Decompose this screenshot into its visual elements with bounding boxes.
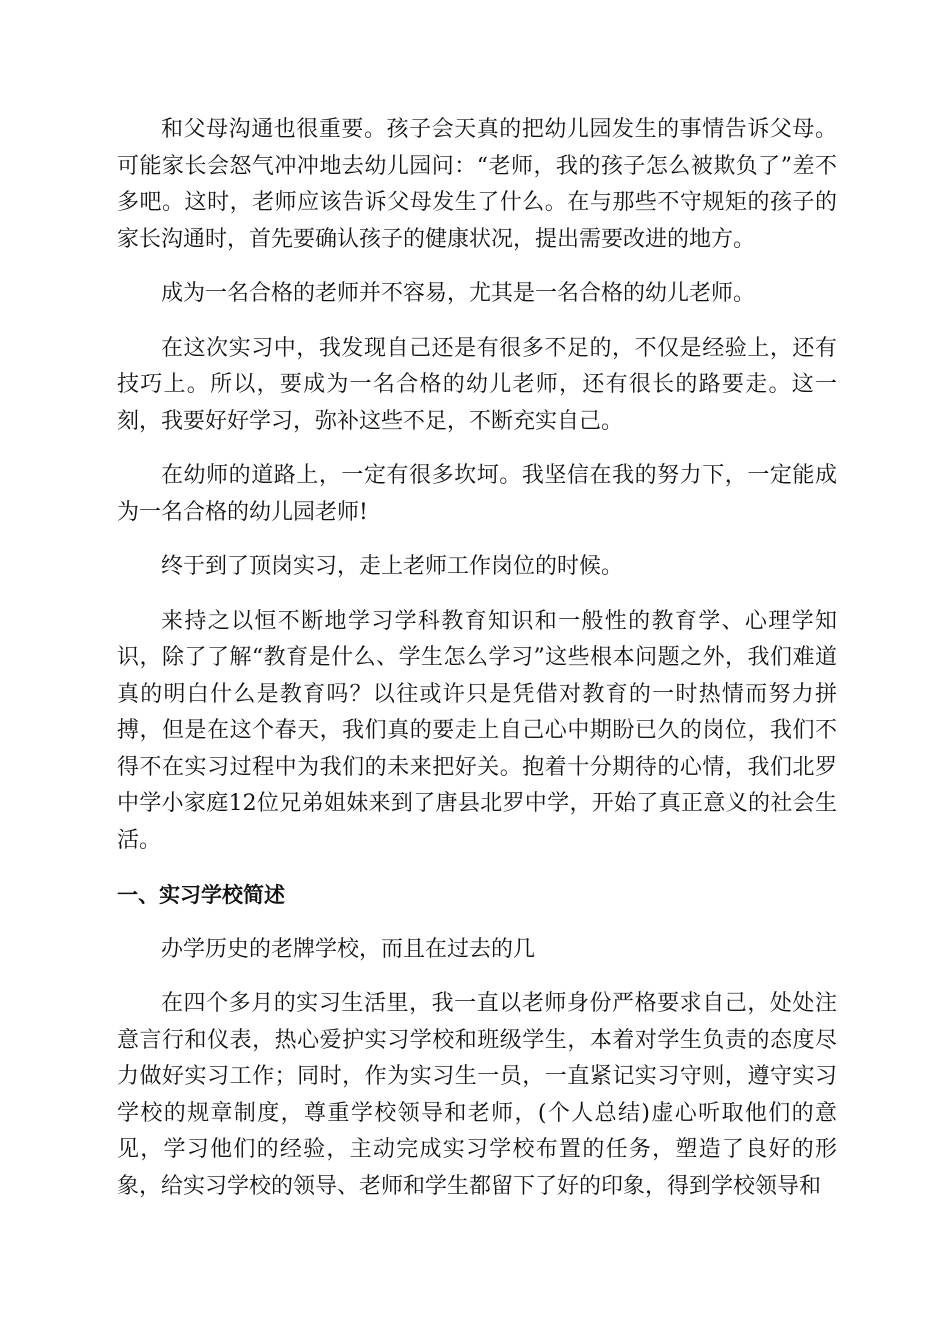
- paragraph-education-knowledge: 来持之以恒不断地学习学科教育知识和一般性的教育学、心理学知识，除了了解“教育是什么、学生怎么学习”这些根本问题之外，我们难道真的明白什么是教育吗？以往或许只是凭借对教育的一时热情而努力拼搏，但是在这个春天，我们真的要走上自己心中期盼已久的岗位，我们不得不在实习过程中为我们的未来把好关。抱着十分期待的心情，我们北罗中学小家庭12位兄弟姐妹来到了唐县北罗中学，开始了真正意义的社会生活。: [117, 608, 837, 853]
- paragraph-internship-start: 终于到了顶岗实习，走上老师工作岗位的时候。: [161, 554, 624, 579]
- section-heading: 一、实习学校简述: [117, 883, 285, 907]
- paragraph-internship-life: 在四个多月的实习生活里，我一直以老师身份严格要求自己，处处注意言行和仪表，热心爱护实习学校和班级学生，本着对学生负责的态度尽力做好实习工作；同时，作为实习生一员，一直紧记实习守则，遵守实习学校的规章制度，尊重学校领导和老师，(个人总结)虚心听取他们的意见，学习他们的经验，主动完成实习学校布置的任务，塑造了良好的形象，给实习学校的领导、老师和学生都留下了好的印象，得到学校领导和: [117, 991, 837, 1199]
- paragraph-difficult-road: 在幼师的道路上，一定有很多坎坷。我坚信在我的努力下，一定能成为一名合格的幼儿园老师!: [117, 463, 837, 525]
- paragraph-qualified-teacher: 成为一名合格的老师并不容易，尤其是一名合格的幼儿老师。: [161, 281, 756, 306]
- document-page: [117, 112, 837, 1223]
- paragraph-parent-communication: 和父母沟通也很重要。孩子会天真的把幼儿园发生的事情告诉父母。可能家长会怒气冲冲地去幼儿园问：“老师，我的孩子怎么被欺负了”差不多吧。这时，老师应该告诉父母发生了什么。在与那些不守规矩的孩子的家长沟通时，首先要确认孩子的健康状况，提出需要改进的地方。: [117, 117, 837, 252]
- paragraph-school-history: 办学历史的老牌学校，而且在过去的几: [161, 936, 536, 962]
- paragraph-internship-shortcomings: 在这次实习中，我发现自己还是有很多不足的，不仅是经验上，还有技巧上。所以，要成为一名合格的幼儿老师，还有很长的路要走。这一刻，我要好好学习，弥补这些不足，不断充实自己。: [117, 335, 837, 434]
